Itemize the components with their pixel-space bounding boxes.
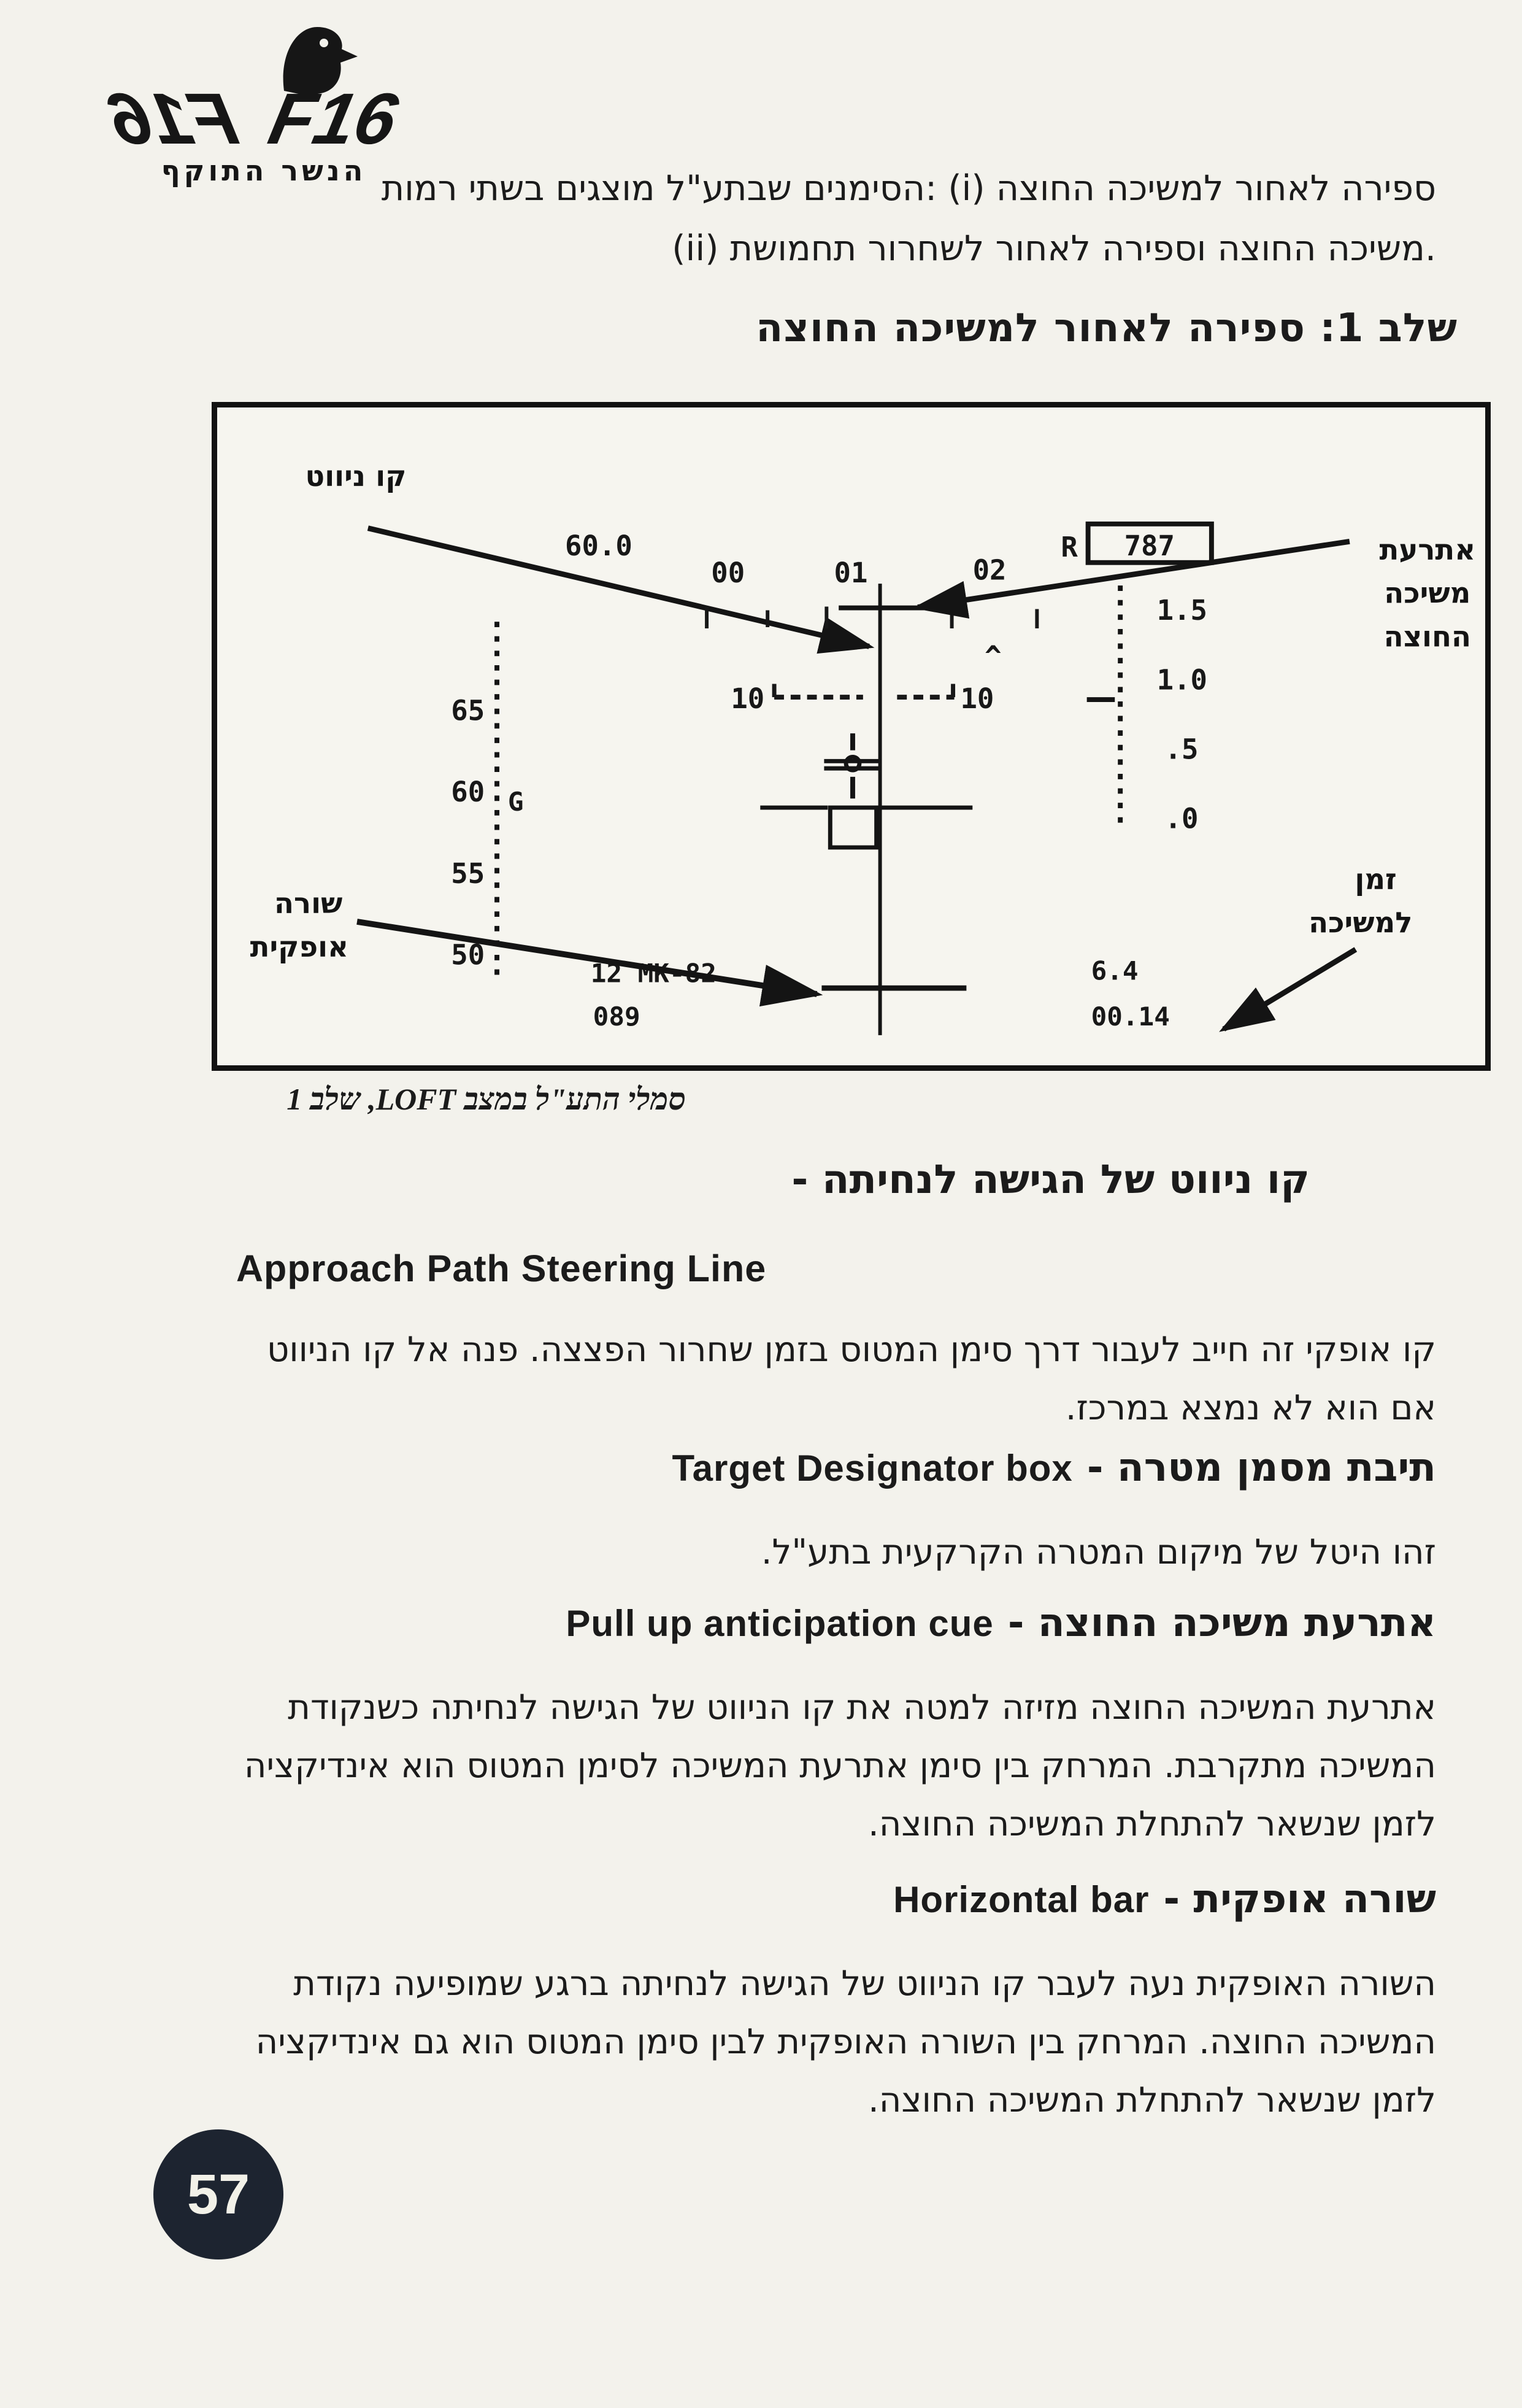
section-4-heading-he: שורה אופקית - — [1163, 1877, 1436, 1922]
g-marker: G — [507, 787, 524, 817]
svg-text:שורה: שורה — [274, 887, 343, 920]
alt-1-5: 1.5 — [1156, 594, 1208, 627]
aircraft-symbol — [824, 733, 881, 798]
figure-caption: סמלי התע"ל במצב LOFT, שלב 1 — [286, 1082, 686, 1116]
radar-alt-prefix: R — [1061, 531, 1078, 563]
section-3-heading-en: Pull up anticipation cue — [566, 1603, 994, 1644]
speed-scale — [451, 622, 523, 981]
speed-60: 60 — [451, 776, 485, 809]
pitch-right-number: 10 — [960, 682, 994, 715]
heading-readout: 089 — [593, 1002, 640, 1033]
alt-1-0: 1.0 — [1156, 663, 1208, 697]
time-to-pull-arrow — [1224, 949, 1356, 1029]
horizontal-bar-label — [250, 887, 348, 963]
alt-0-0: .0 — [1164, 802, 1199, 835]
section-4-body: השורה האופקית נעה לעבר קו הניווט של הגישה לנחיתה ברגע שמופיעה נקודת המשיכה החוצה. המרחק בין השורה האופקית לבין סימן המטוס הוא גם אינדיקציה לזמן שנשאר להתחלת המשיכה החוצה. — [255, 1964, 1436, 2120]
intro-paragraph — [221, 158, 1436, 279]
target-designator-box — [760, 808, 972, 847]
alt-0-5: .5 — [1164, 733, 1199, 766]
heading-tick-00: 00 — [711, 557, 745, 590]
svg-text:אתרעת: אתרעת — [1379, 533, 1476, 566]
speed-65: 65 — [451, 694, 485, 727]
hud-figure — [212, 402, 1491, 1071]
section-3-body: אתרעת המשיכה החוצה מזיזה למטה את קו הניווט של הגישה לנחיתה כשנקודת המשיכה מתקרבת. המרחק בין סימן אתרעת המשיכה לסימן המטוס הוא אינדיקציה לזמן שנשאר להתחלת המשיכה החוצה. — [244, 1688, 1436, 1844]
logo-f16-left: F16 — [102, 79, 245, 160]
range-readout: 6.4 — [1091, 956, 1139, 987]
intro-line-2: (ii) משיכה החוצה וספירה לאחור לשחרור תחמושת. — [672, 228, 1436, 269]
section-2-heading — [672, 1445, 1436, 1491]
pitch-left-number: 10 — [731, 682, 765, 715]
speed-50: 50 — [451, 938, 485, 971]
page-number-badge — [153, 2129, 283, 2259]
weapon-readout: 12 MK-82 — [590, 959, 717, 989]
airspeed-readout: 60.0 — [565, 530, 632, 562]
section-3-heading — [566, 1600, 1436, 1646]
time-to-pull-label — [1309, 863, 1412, 940]
logo-subtitle: הנשר התוקף — [161, 154, 367, 187]
section-2-heading-en: Target Designator box — [672, 1448, 1073, 1489]
svg-text:משיכה: משיכה — [1384, 576, 1471, 610]
svg-text:החוצה: החוצה — [1383, 620, 1472, 654]
radar-altitude-box — [1061, 524, 1212, 563]
section-1-body: קו אופקי זה חייב לעבור דרך סימן המטוס בזמן שחרור הפצצה. פנה אל קו הניווט אם הוא לא נמצא במרכז. — [267, 1330, 1436, 1428]
nav-line-label: קו ניווט — [305, 460, 407, 493]
section-2-body: זהו היטל של מיקום המטרה הקרקעית בתע"ל. — [761, 1532, 1436, 1572]
intro-line-1: הסימנים שבתע"ל מוצגים בשתי רמות: (i) ספירה לאחור למשיכה החוצה — [381, 168, 1436, 209]
section-4-heading — [893, 1877, 1436, 1922]
heading-tick-01: 01 — [834, 557, 868, 590]
stage-heading: שלב 1: ספירה לאחור למשיכה החוצה — [756, 306, 1458, 351]
heading-tick-02: 02 — [972, 554, 1007, 587]
section-3-heading-he: אתרעת משיכה החוצה - — [1007, 1600, 1436, 1646]
speed-55: 55 — [451, 857, 485, 890]
altitude-scale — [1087, 585, 1207, 835]
section-1-heading-en: Approach Path Steering Line — [236, 1248, 767, 1289]
pitch-ladder — [731, 640, 1001, 715]
pullup-cue-label — [1380, 533, 1476, 653]
section-2-heading-he: תיבת מסמן מטרה - — [1086, 1445, 1436, 1491]
radar-alt-value: 787 — [1124, 530, 1175, 562]
section-1-heading-he: קו ניווט של הגישה לנחיתה - — [791, 1157, 1310, 1203]
logo-f16-right: F16 — [262, 79, 404, 160]
svg-text:זמן: זמן — [1355, 862, 1397, 896]
caret-symbol: ^ — [985, 640, 1002, 673]
page-number: 57 — [186, 2163, 250, 2226]
svg-text:למשיכה: למשיכה — [1309, 906, 1413, 940]
section-4-heading-en: Horizontal bar — [893, 1879, 1150, 1920]
svg-text:אופקית: אופקית — [250, 930, 349, 963]
time-readout: 00.14 — [1091, 1002, 1170, 1033]
horizontal-bar-arrow — [357, 922, 817, 994]
